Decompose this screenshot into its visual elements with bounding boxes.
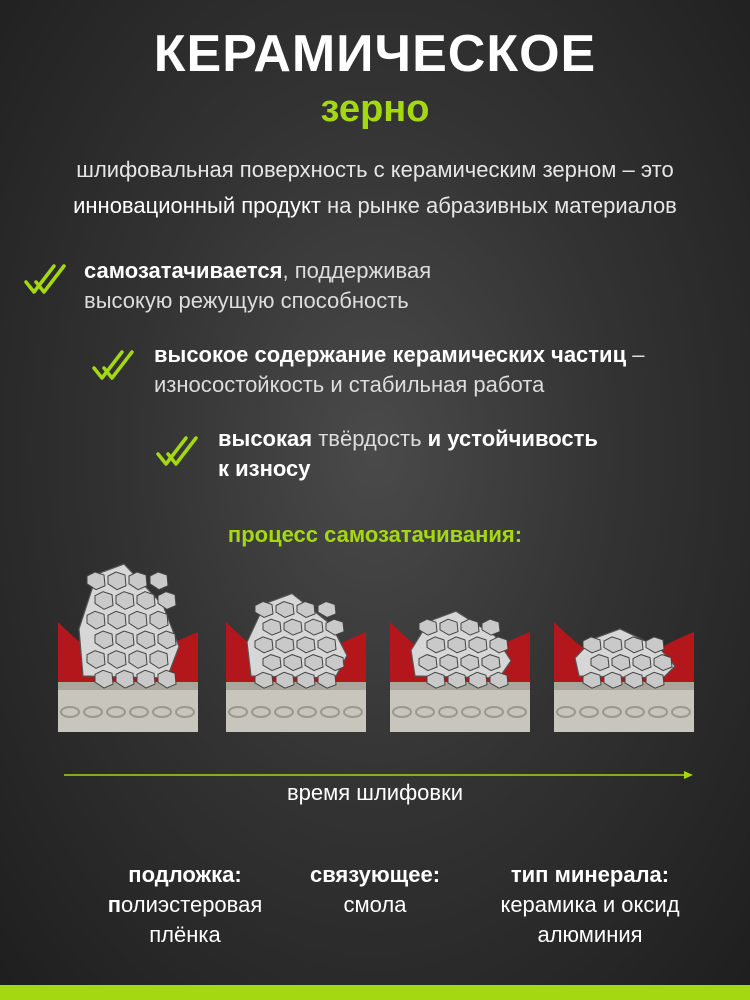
grain-stage-2 bbox=[226, 550, 366, 735]
grain-stage-1 bbox=[58, 550, 198, 735]
feature-2-bold: высокое содержание керамических частиц bbox=[154, 342, 627, 367]
spec-backing-heading: подложка: bbox=[128, 862, 242, 887]
feature-2-line2: износостойкость и стабильная работа bbox=[154, 372, 545, 397]
page-title: КЕРАМИЧЕСКОЕ bbox=[153, 25, 597, 83]
intro-line-2 bbox=[0, 188, 750, 224]
process-title: процесс самозатачивания: bbox=[227, 522, 523, 547]
spec-backing-value bbox=[90, 890, 280, 920]
feature-self-sharpening bbox=[84, 256, 431, 316]
intro-line-2-rest: на рынке абразивных материалов bbox=[320, 193, 677, 218]
feature-1-line2: высокую режущую способность bbox=[84, 288, 409, 313]
feature-2-rest: – bbox=[626, 342, 645, 367]
double-check-icon bbox=[24, 262, 72, 296]
spec-mineral-heading: тип минерала: bbox=[510, 862, 670, 887]
feature-1-bold: самозатачивается bbox=[84, 258, 283, 283]
spec-binder-value: смола bbox=[343, 892, 407, 917]
grain-stage-3 bbox=[390, 550, 530, 735]
spec-backing bbox=[90, 860, 280, 950]
grain-stage-4 bbox=[554, 550, 694, 735]
double-check-icon bbox=[92, 348, 140, 382]
intro-line-1: шлифовальная поверхность с керамическим зерном – это bbox=[76, 157, 674, 182]
spec-backing-value-line1: олиэстеровая bbox=[121, 892, 263, 917]
feature-hardness bbox=[218, 424, 598, 484]
double-check-icon bbox=[156, 434, 204, 468]
feature-ceramic-content bbox=[154, 340, 644, 400]
intro-text bbox=[0, 152, 750, 224]
arrow-right-icon bbox=[64, 770, 694, 780]
accent-bar bbox=[0, 985, 750, 1000]
spec-mineral-value-line1: керамика и оксид bbox=[500, 892, 680, 917]
spec-mineral-value-line2: алюминия bbox=[537, 922, 643, 947]
spec-backing-value-line2: плёнка bbox=[149, 922, 221, 947]
spec-mineral bbox=[470, 860, 710, 950]
spec-backing-value-initial: п bbox=[107, 892, 122, 917]
feature-3-line2: к износу bbox=[218, 456, 311, 481]
timeline-label: время шлифовки bbox=[286, 780, 464, 805]
spec-binder-heading: связующее: bbox=[309, 862, 441, 887]
spec-binder bbox=[290, 860, 460, 920]
feature-1-rest: , поддерживая bbox=[282, 258, 432, 283]
feature-3-bold2: и устойчивость bbox=[427, 426, 598, 451]
page-subtitle: зерно bbox=[320, 88, 430, 130]
feature-3-bold: высокая bbox=[218, 426, 313, 451]
feature-3-mid: твёрдость bbox=[312, 426, 428, 451]
intro-highlight: инновационный продукт bbox=[73, 193, 321, 218]
